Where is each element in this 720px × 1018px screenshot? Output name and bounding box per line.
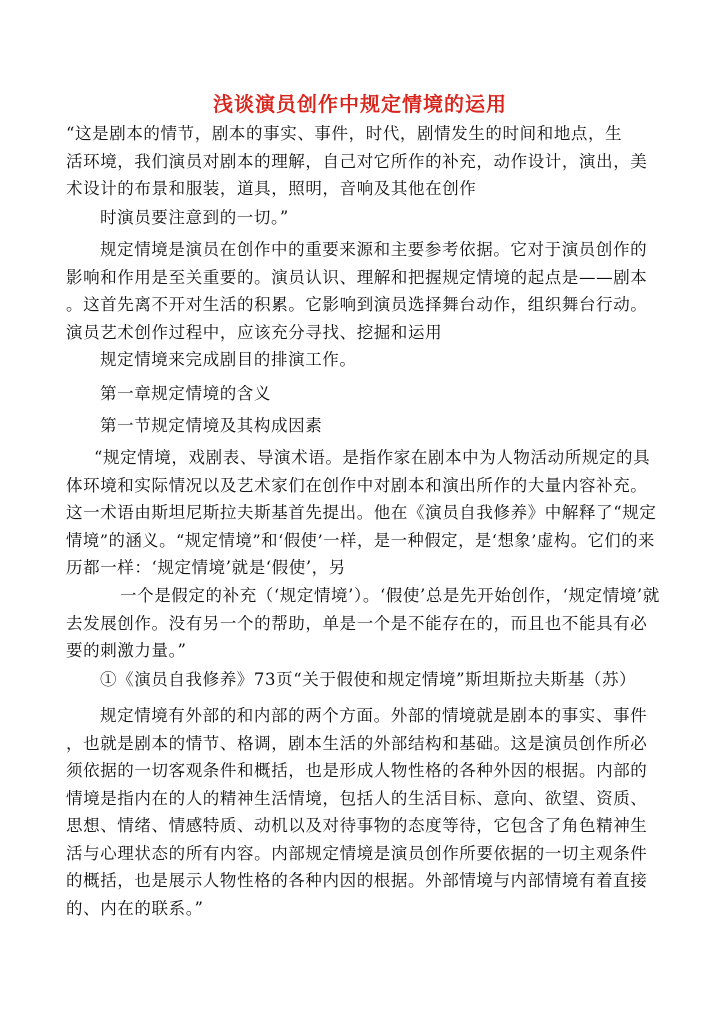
text-line: 第一节规定情境及其构成因素	[100, 416, 323, 435]
text-line: 历都一样：‘规定情境’就是‘假使’，另	[66, 558, 346, 577]
text-line: “规定情境，戏剧表、导演术语。是指作家在剧本中为人物活动所规定的具	[94, 448, 651, 467]
paragraph	[66, 702, 660, 922]
text-line: 时演员要注意到的一切。”	[100, 208, 289, 227]
text-line: 这一术语由斯坦尼斯拉夫斯基首先提出。他在《演员自我修养》中解释了“规定	[66, 503, 657, 522]
footnote	[100, 666, 694, 694]
chapter-heading	[100, 380, 694, 408]
text-line: 体环境和实际情况以及艺术家们在创作中对剧本和演出所作的大量内容补充。	[66, 475, 648, 495]
text-line: 活环境，我们演员对剧本的理解，自己对它所作的补充，动作设计，演出，美	[66, 151, 648, 171]
text-line: 。这首先离不开对生活的积累。它影响到演员选择舞台动作，组织舞台行动。	[66, 295, 648, 314]
paragraph	[100, 346, 694, 374]
text-line: 的概括，也是展示人物性格的各种内因的根据。外部情境与内部情境有着直接	[66, 871, 648, 890]
paragraph	[66, 236, 660, 346]
paragraph	[66, 120, 660, 203]
paragraph	[66, 582, 660, 665]
text-line: 思想、情绪、情感特质、动机以及对待事物的态度等待，它包含了角色精神生	[66, 816, 648, 835]
text-line: “这是剧本的情节，剧本的事实、事件，时代，剧情发生的时间和地点，生	[66, 124, 623, 143]
text-line: 一个是假定的补充（‘规定情境’）。‘假使’总是先开始创作，‘规定情境’就	[120, 586, 660, 605]
section-heading	[100, 412, 694, 440]
text-line: 活与心理状态的所有内容。内部规定情境是演员创作所要依据的一切主观条件	[66, 843, 648, 863]
text-line: 规定情境来完成剧目的排演工作。	[100, 350, 357, 369]
text-line: 要的刺激力量。”	[66, 641, 187, 660]
text-line: 规定情境是演员在创作中的重要来源和主要参考依据。它对于演员创作的	[100, 240, 648, 259]
text-line: 情境是指内在的人的精神生活情境，包括人的生活目标、意向、欲望、资质、	[66, 788, 648, 808]
text-line: 术设计的布景和服装，道具，照明，音响及其他在创作	[66, 179, 477, 198]
text-line: 规定情境有外部的和内部的两个方面。外部的情境就是剧本的事实、事件	[100, 706, 648, 725]
text-line: ①《演员自我修养》73页“关于假使和规定情境”斯坦斯拉夫斯基（苏）	[100, 670, 637, 689]
text-line: 第一章规定情境的含义	[100, 384, 271, 403]
paragraph	[100, 204, 694, 232]
text-line: 去发展创作。没有另一个的帮助，单是一个是不能存在的，而且也不能具有必	[66, 613, 648, 633]
text-line: 情境”的涵义。“规定情境”和‘假使’一样，是一种假定，是‘想象’虚构。它们的来	[66, 530, 655, 550]
text-line: ，也就是剧本的情节、格调，剧本生活的外部结构和基础。这是演员创作所必	[66, 733, 648, 753]
text-line: 演员艺术创作过程中，应该充分寻找、挖掘和运用	[66, 322, 443, 342]
text-line: 的、内在的联系。”	[66, 898, 204, 918]
paragraph	[66, 444, 660, 582]
text-line: 须依据的一切客观条件和概括，也是形成人物性格的各种外因的根据。内部的	[66, 761, 648, 780]
text-line: 影响和作用是至关重要的。演员认识、理解和把握规定情境的起点是——剧本	[66, 267, 648, 287]
document-title: 浅谈演员创作中规定情境的运用	[213, 92, 507, 116]
